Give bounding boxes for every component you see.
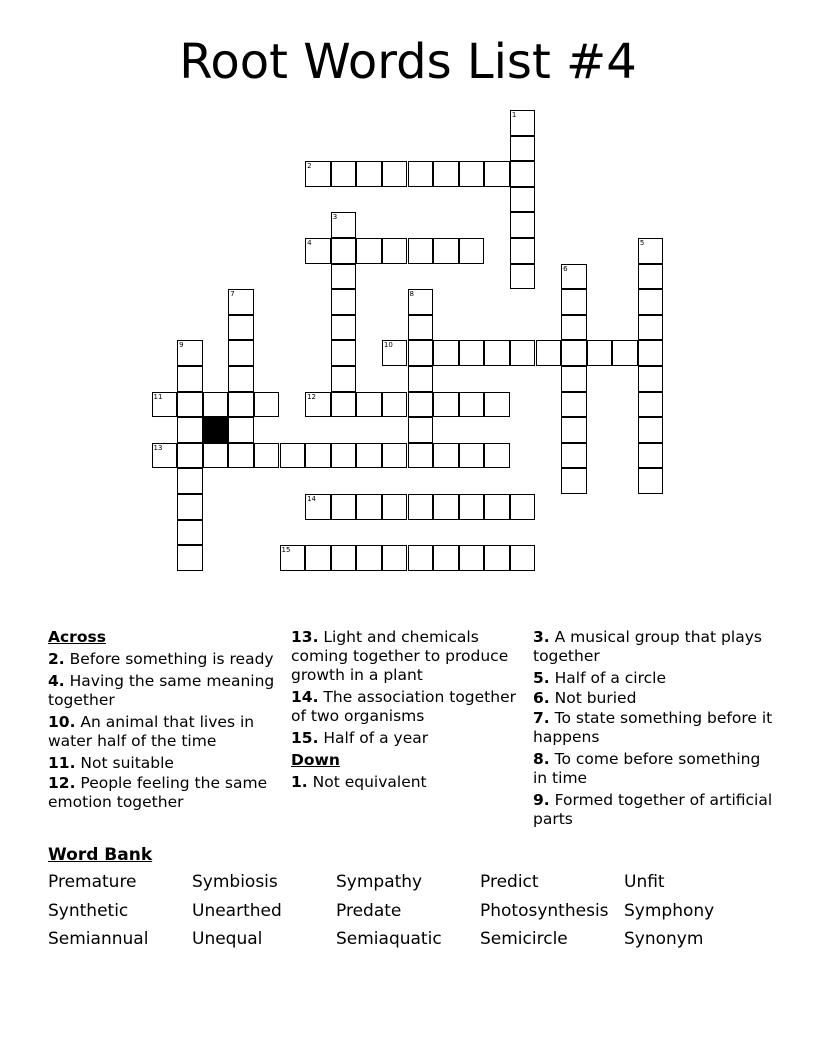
grid-cell[interactable] bbox=[561, 443, 587, 469]
clue-text: Not suitable bbox=[80, 754, 174, 772]
grid-cell[interactable] bbox=[561, 468, 587, 494]
clue-across-10 bbox=[48, 713, 280, 751]
grid-cell[interactable] bbox=[561, 340, 587, 366]
clue-text: The association together of two organisms bbox=[291, 688, 516, 725]
clue-number: 7. bbox=[533, 709, 550, 727]
word-bank-item: Unequal bbox=[192, 929, 263, 949]
grid-cell[interactable] bbox=[459, 238, 485, 264]
grid-cell[interactable] bbox=[382, 238, 408, 264]
word-bank-item: Photosynthesis bbox=[480, 901, 609, 921]
grid-cell[interactable] bbox=[305, 238, 331, 264]
grid-cell[interactable] bbox=[510, 340, 536, 366]
grid-cell[interactable] bbox=[280, 545, 306, 571]
clue-number: 1. bbox=[291, 773, 308, 791]
grid-cell[interactable] bbox=[331, 161, 357, 187]
clue-down-7 bbox=[533, 709, 773, 747]
grid-cell[interactable] bbox=[331, 238, 357, 264]
grid-cell[interactable] bbox=[177, 520, 203, 546]
page-title: Root Words List #4 bbox=[179, 34, 637, 90]
clue-number: 3. bbox=[533, 628, 550, 646]
clue-text: Not equivalent bbox=[312, 773, 427, 791]
clue-down-3 bbox=[533, 628, 773, 666]
grid-cell[interactable] bbox=[536, 340, 562, 366]
grid-cell[interactable] bbox=[510, 264, 536, 290]
grid-cell[interactable] bbox=[612, 340, 638, 366]
clue-text: People feeling the same emotion together bbox=[48, 774, 268, 811]
grid-cell[interactable] bbox=[561, 392, 587, 418]
grid-cell[interactable] bbox=[203, 443, 229, 469]
clue-across-12 bbox=[48, 774, 280, 812]
cell-number: 13 bbox=[153, 443, 163, 452]
clue-number: 12. bbox=[48, 774, 76, 792]
grid-cell[interactable] bbox=[510, 161, 536, 187]
grid-cell[interactable] bbox=[408, 315, 434, 341]
grid-cell[interactable] bbox=[510, 238, 536, 264]
grid-cell[interactable] bbox=[382, 545, 408, 571]
grid-cell[interactable] bbox=[510, 136, 536, 162]
grid-cell[interactable] bbox=[254, 392, 280, 418]
clue-number: 14. bbox=[291, 688, 319, 706]
clue-text: To come before something in time bbox=[533, 750, 761, 787]
grid-cell[interactable] bbox=[459, 494, 485, 520]
grid-cell[interactable] bbox=[228, 340, 254, 366]
word-bank-item: Synonym bbox=[624, 929, 704, 949]
across-heading: Across bbox=[48, 628, 106, 646]
clue-text: Before something is ready bbox=[69, 650, 274, 668]
grid-cell[interactable] bbox=[356, 161, 382, 187]
grid-cell[interactable] bbox=[305, 545, 331, 571]
clue-text: A musical group that plays together bbox=[533, 628, 762, 665]
grid-cell[interactable] bbox=[177, 417, 203, 443]
clue-number: 11. bbox=[48, 754, 76, 772]
clue-text: Half of a circle bbox=[554, 669, 666, 687]
grid-cell[interactable] bbox=[484, 340, 510, 366]
word-bank-title: Word Bank bbox=[48, 845, 153, 865]
grid-cell[interactable] bbox=[152, 392, 178, 418]
grid-cell[interactable] bbox=[433, 340, 459, 366]
grid-cell[interactable] bbox=[177, 494, 203, 520]
grid-cell[interactable] bbox=[433, 443, 459, 469]
clue-number: 10. bbox=[48, 713, 76, 731]
clue-across-2 bbox=[48, 650, 280, 669]
grid-cell[interactable] bbox=[484, 161, 510, 187]
cell-number: 1 bbox=[511, 111, 517, 119]
grid-cell[interactable] bbox=[331, 494, 357, 520]
word-bank-item: Sympathy bbox=[336, 872, 423, 892]
word-bank-item: Predict bbox=[480, 872, 539, 892]
grid-cell[interactable] bbox=[561, 264, 587, 290]
grid-cell[interactable] bbox=[331, 315, 357, 341]
cell-number: 4 bbox=[307, 239, 312, 247]
grid-cell[interactable] bbox=[459, 340, 485, 366]
grid-cell[interactable] bbox=[254, 443, 280, 469]
word-bank-item: Premature bbox=[48, 872, 137, 892]
clue-number: 9. bbox=[533, 791, 550, 809]
clue-number: 13. bbox=[291, 628, 319, 646]
grid-cell[interactable] bbox=[228, 417, 254, 443]
grid-cell[interactable] bbox=[638, 238, 664, 264]
clue-number: 8. bbox=[533, 750, 550, 768]
grid-cell[interactable] bbox=[484, 443, 510, 469]
clue-number: 4. bbox=[48, 672, 65, 690]
grid-cell[interactable] bbox=[561, 417, 587, 443]
grid-cell[interactable] bbox=[459, 443, 485, 469]
grid-cell[interactable] bbox=[228, 392, 254, 418]
grid-cell[interactable] bbox=[331, 289, 357, 315]
clue-down-9 bbox=[533, 791, 773, 829]
cell-number: 12 bbox=[307, 392, 317, 401]
grid-cell[interactable] bbox=[459, 545, 485, 571]
grid-cell[interactable] bbox=[305, 443, 331, 469]
clue-down-5 bbox=[533, 669, 773, 688]
cell-number: 9 bbox=[179, 341, 184, 350]
clue-text: Having the same meaning together bbox=[48, 672, 275, 709]
clue-text: To state something before it happens bbox=[533, 709, 773, 746]
cell-number: 5 bbox=[639, 239, 645, 247]
grid-cell[interactable] bbox=[356, 494, 382, 520]
word-bank-item: Unearthed bbox=[192, 901, 282, 921]
grid-cell[interactable] bbox=[459, 392, 485, 418]
grid-cell[interactable] bbox=[331, 443, 357, 469]
clue-column-2 bbox=[291, 628, 531, 795]
grid-cell[interactable] bbox=[177, 443, 203, 469]
grid-cell[interactable] bbox=[638, 366, 664, 392]
clue-number: 5. bbox=[533, 669, 550, 687]
grid-cell[interactable] bbox=[433, 161, 459, 187]
grid-cell[interactable] bbox=[331, 366, 357, 392]
grid-cell[interactable] bbox=[638, 264, 664, 290]
word-bank-item: Semicircle bbox=[480, 929, 568, 949]
grid-cell[interactable] bbox=[510, 212, 536, 238]
word-bank-item: Unfit bbox=[624, 872, 665, 892]
cell-number: 2 bbox=[307, 162, 312, 171]
grid-cell[interactable] bbox=[459, 161, 485, 187]
grid-cell[interactable] bbox=[638, 443, 664, 469]
grid-cell[interactable] bbox=[382, 161, 408, 187]
grid-cell[interactable] bbox=[305, 392, 331, 418]
grid-cell[interactable] bbox=[408, 340, 434, 366]
grid-cell[interactable] bbox=[433, 238, 459, 264]
clue-across-4 bbox=[48, 672, 280, 710]
word-bank-item: Symphony bbox=[624, 901, 715, 921]
grid-cell[interactable] bbox=[152, 443, 178, 469]
grid-cell[interactable] bbox=[433, 545, 459, 571]
clue-text: Light and chemicals coming together to produce growth in a plant bbox=[291, 628, 509, 684]
grid-cell[interactable] bbox=[408, 392, 434, 418]
grid-cell[interactable] bbox=[408, 417, 434, 443]
clue-number: 15. bbox=[291, 729, 319, 747]
grid-cell[interactable] bbox=[382, 443, 408, 469]
grid-cell[interactable] bbox=[408, 545, 434, 571]
grid-cell[interactable] bbox=[484, 494, 510, 520]
down-heading: Down bbox=[291, 751, 340, 769]
grid-cell[interactable] bbox=[331, 545, 357, 571]
grid-cell[interactable] bbox=[228, 315, 254, 341]
grid-cell[interactable] bbox=[331, 340, 357, 366]
grid-cell[interactable] bbox=[561, 315, 587, 341]
grid-cell[interactable] bbox=[408, 289, 434, 315]
grid-cell[interactable] bbox=[484, 545, 510, 571]
grid-cell[interactable] bbox=[356, 443, 382, 469]
grid-cell[interactable] bbox=[408, 366, 434, 392]
grid-cell[interactable] bbox=[638, 417, 664, 443]
grid-cell[interactable] bbox=[408, 161, 434, 187]
grid-cell[interactable] bbox=[356, 545, 382, 571]
grid-cell[interactable] bbox=[408, 238, 434, 264]
grid-cell[interactable] bbox=[228, 366, 254, 392]
cell-number: 15 bbox=[281, 546, 291, 555]
grid-cell[interactable] bbox=[177, 545, 203, 571]
clue-number: 2. bbox=[48, 650, 65, 668]
grid-cell[interactable] bbox=[408, 443, 434, 469]
cell-number: 14 bbox=[307, 495, 317, 503]
grid-cell[interactable] bbox=[408, 494, 434, 520]
grid-cell[interactable] bbox=[305, 161, 331, 187]
grid-cell[interactable] bbox=[561, 366, 587, 392]
grid-cell[interactable] bbox=[510, 494, 536, 520]
cell-number: 6 bbox=[563, 264, 568, 273]
grid-cell[interactable] bbox=[510, 110, 536, 136]
clue-down-1 bbox=[291, 773, 531, 792]
grid-cell[interactable] bbox=[382, 494, 408, 520]
word-bank-item: Semiannual bbox=[48, 929, 149, 949]
grid-cell[interactable] bbox=[203, 392, 229, 418]
grid-cell[interactable] bbox=[433, 494, 459, 520]
clue-text: An animal that lives in water half of the time bbox=[48, 713, 255, 750]
clue-text: Half of a year bbox=[323, 729, 429, 747]
grid-cell[interactable] bbox=[177, 340, 203, 366]
grid-cell[interactable] bbox=[561, 289, 587, 315]
word-bank-item: Symbiosis bbox=[192, 872, 278, 892]
word-bank-item: Synthetic bbox=[48, 901, 129, 921]
grid-cell[interactable] bbox=[228, 289, 254, 315]
clue-column-1 bbox=[48, 628, 280, 815]
grid-cell[interactable] bbox=[382, 392, 408, 418]
grid-cell[interactable] bbox=[177, 366, 203, 392]
grid-cell[interactable] bbox=[305, 494, 331, 520]
cell-number: 8 bbox=[409, 290, 414, 299]
grid-cell[interactable] bbox=[228, 443, 254, 469]
clue-column-3 bbox=[533, 628, 773, 832]
grid-cell[interactable] bbox=[638, 315, 664, 341]
cell-number: 10 bbox=[383, 341, 393, 350]
clue-down-8 bbox=[533, 750, 773, 788]
grid-cell[interactable] bbox=[382, 340, 408, 366]
grid-cell[interactable] bbox=[280, 443, 306, 469]
clue-text: Formed together of artificial parts bbox=[533, 791, 773, 828]
word-bank-item: Predate bbox=[336, 901, 402, 921]
grid-cell[interactable] bbox=[331, 264, 357, 290]
grid-cell[interactable] bbox=[638, 392, 664, 418]
grid-cell[interactable] bbox=[638, 468, 664, 494]
grid-cell[interactable] bbox=[510, 545, 536, 571]
grid-cell[interactable] bbox=[331, 392, 357, 418]
grid-cell[interactable] bbox=[638, 289, 664, 315]
grid-cell[interactable] bbox=[331, 212, 357, 238]
grid-cell[interactable] bbox=[177, 468, 203, 494]
grid-cell[interactable] bbox=[177, 392, 203, 418]
grid-cell[interactable] bbox=[587, 340, 613, 366]
grid-cell[interactable] bbox=[356, 392, 382, 418]
clue-across-13 bbox=[291, 628, 531, 685]
black-square bbox=[203, 417, 229, 443]
clue-across-14 bbox=[291, 688, 531, 726]
word-bank-item: Semiaquatic bbox=[336, 929, 442, 949]
cell-number: 3 bbox=[332, 213, 338, 222]
grid-cell[interactable] bbox=[638, 340, 664, 366]
grid-cell[interactable] bbox=[356, 238, 382, 264]
clue-number: 6. bbox=[533, 689, 550, 707]
grid-cell[interactable] bbox=[433, 392, 459, 418]
grid-cell[interactable] bbox=[484, 392, 510, 418]
clue-across-11 bbox=[48, 754, 280, 773]
cell-number: 11 bbox=[153, 392, 163, 401]
grid-cell[interactable] bbox=[510, 187, 536, 213]
clue-across-15 bbox=[291, 729, 531, 748]
cell-number: 7 bbox=[230, 290, 235, 299]
clue-down-6 bbox=[533, 689, 773, 708]
clue-text: Not buried bbox=[554, 689, 637, 707]
